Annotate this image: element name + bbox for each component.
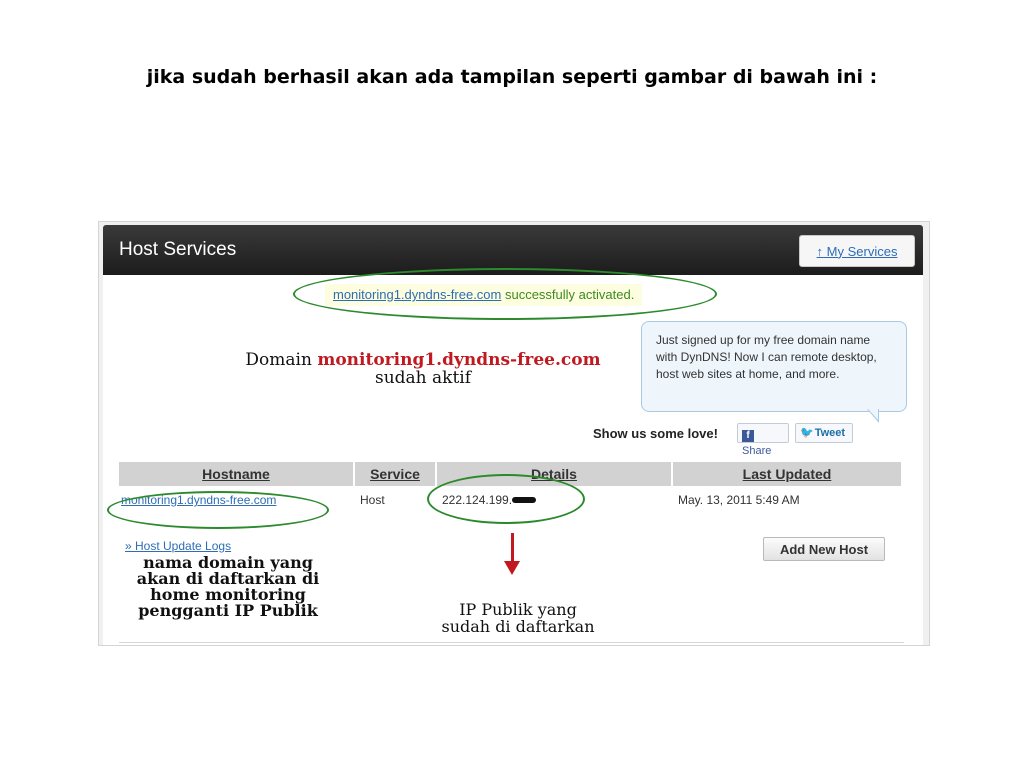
- share-bubble-tail-inner: [868, 409, 878, 420]
- ip-caption-line: IP Publik yang: [459, 600, 577, 619]
- annotation-ellipse-ip: [427, 474, 585, 524]
- slide-title: jika sudah berhasil akan ada tampilan seperti gambar di bawah ini :: [146, 66, 878, 88]
- hostname-caption-line: home monitoring: [150, 585, 306, 604]
- ip-caption: [423, 601, 613, 635]
- annotation-arrow-shaft: [511, 533, 514, 563]
- hostname-caption-line: pengganti IP Publik: [138, 601, 318, 620]
- bottom-divider: [119, 642, 904, 643]
- annotation-arrow-head: [504, 561, 520, 575]
- column-header-service[interactable]: Service: [354, 462, 436, 486]
- ip-caption-line: sudah di daftarkan: [441, 617, 595, 636]
- column-header-last-updated[interactable]: Last Updated: [672, 462, 901, 486]
- show-love-label: Show us some love!: [593, 426, 718, 441]
- success-status-text: successfully activated.: [501, 287, 635, 302]
- add-new-host-button[interactable]: Add New Host: [763, 537, 885, 561]
- hostname-link[interactable]: monitoring1.dyndns-free.com: [121, 493, 277, 507]
- facebook-icon: f: [742, 430, 754, 442]
- column-header-details[interactable]: Details: [436, 462, 672, 486]
- hostname-caption: [123, 555, 333, 619]
- last-updated-cell: May. 13, 2011 5:49 AM: [678, 493, 800, 507]
- share-label: Share: [742, 445, 772, 457]
- host-services-screenshot: [98, 221, 930, 646]
- hostname-caption-line: akan di daftarkan di: [136, 569, 320, 588]
- ip-address: 222.124.199.: [442, 493, 513, 507]
- facebook-share-button[interactable]: [737, 423, 789, 457]
- domain-active-caption: [223, 351, 623, 387]
- tweet-button[interactable]: [795, 423, 853, 443]
- domain-caption-line2: sudah aktif: [374, 368, 472, 388]
- my-services-button[interactable]: ↑ My Services: [799, 235, 915, 267]
- service-cell: Host: [360, 493, 385, 507]
- tweet-label: Tweet: [814, 427, 846, 439]
- annotation-ellipse-notice: [293, 268, 717, 320]
- panel-title: Host Services: [119, 239, 237, 260]
- annotation-ellipse-hostname: [107, 491, 329, 529]
- domain-caption-name: monitoring1.dyndns-free.com: [317, 350, 601, 370]
- activated-domain-link[interactable]: monitoring1.dyndns-free.com: [333, 287, 502, 302]
- twitter-bird-icon: 🐦: [800, 427, 814, 439]
- hostname-caption-line: nama domain yang: [143, 553, 313, 572]
- panel-body: [103, 275, 923, 646]
- share-bubble: Just signed up for my free domain name with DynDNS! Now I can remote desktop, host web sites at home, and more.: [641, 321, 907, 412]
- host-update-logs-link[interactable]: » Host Update Logs: [125, 539, 232, 553]
- column-header-hostname[interactable]: Hostname: [119, 462, 354, 486]
- domain-caption-prefix: Domain: [245, 350, 318, 370]
